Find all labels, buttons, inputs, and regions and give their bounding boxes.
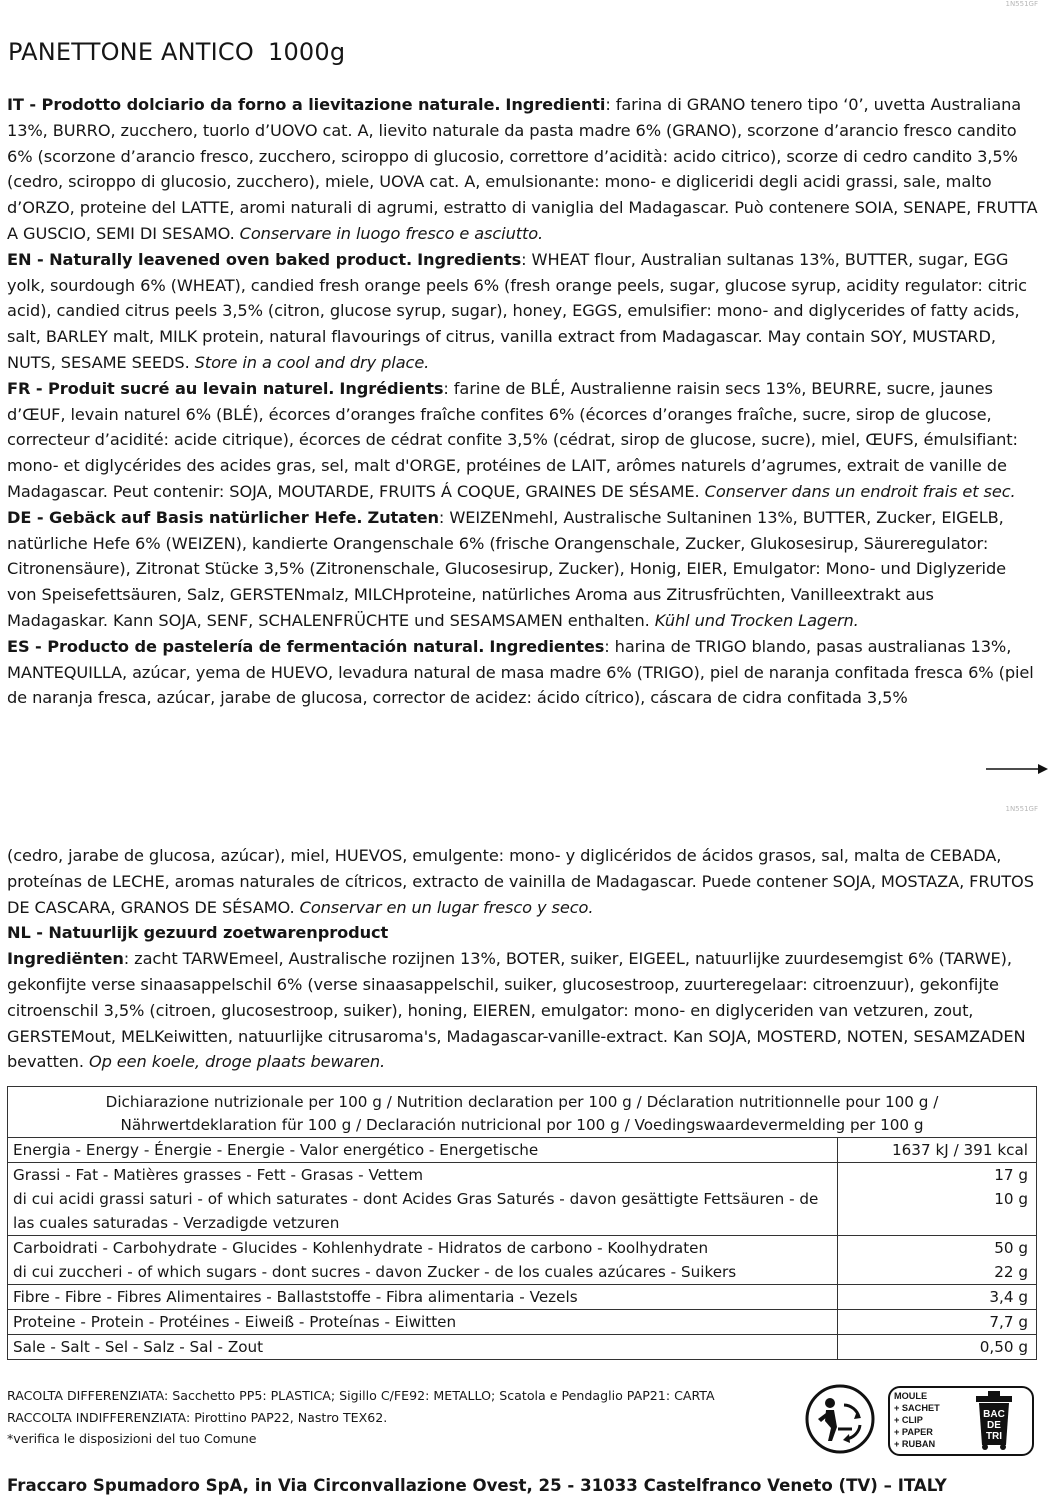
product-title [8,38,345,66]
fat-value: 17 g [994,1166,1028,1184]
sugars-value: 22 g [994,1263,1028,1281]
fibre-value: 3,4 g [989,1288,1028,1306]
label-it: Ingredienti [505,95,606,114]
body-fr: : farine de BLÉ, Australienne raisin secs 13%, BEURRE, sucre, jaunes d’ŒUF, levain naturel 6% (BLÉ), écorces d’oranges fraîche confites 6% (écorces d’oranges fraîche, sucre, sirop de glucose, correcteur d’acidité: acide citrique), écorces de cédrat confite 3,5% (cédrat, sirop de glucose, sucre), miel, ŒUFS, émulsifiant: mono- et diglycérides des acides gras, sel, malt d'ORGE, protéines de LAIT, arômes naturels d’agrumes, extrait de vanille de Madagascar. Peut contenir: SOJA, MOUTARDE, FRUITS Á COQUE, GRAINES DE SÉSAME. [7,378,1018,501]
salt-label: Sale - Salt - Sel - Salz - Sal - Zout [8,1335,838,1359]
manufacturer-address: Fraccaro Spumadoro SpA, in Via Circonvallazione Ovest, 25 - 31033 Castelfranco Veneto (TV) – ITALY [7,1476,947,1495]
storage-es: Conservar en un lugar fresco y seco. [299,897,594,917]
saturates-value: 10 g [994,1190,1028,1208]
recycling-line-3: *verifica le disposizioni del tuo Comune [7,1431,257,1446]
body-es: : harina de TRIGO blando, pasas australianas 13%, MANTEQUILLA, azúcar, yema de HUEVO, levadura natural de masa madre 6% (TRIGO), piel de naranja confitada fresca 6% (piel de naranja fresca, azúcar, jarabe de glucosa, corrector de acidez: ácido cítrico), cáscara de cidra confitada 3,5% [7,636,1034,708]
carbs-labels [8,1236,838,1284]
storage-de: Kühl und Trocken Lagern. [654,610,859,630]
storage-it: Conservare in luogo fresco e asciutto. [239,223,544,243]
ingredients-es-continued [7,843,1039,920]
body-nl: : zacht TARWEmeel, Australische rozijnen 13%, BOTER, suiker, EIGEEL, natuurlijke zuurdesemgist 6% (TARWE), gekonfijte verse sinaasappelschil 6% (verse sinaasappelschil, suiker, glucosestroop, zuurteregelaar: citroenzuur), gekonfijte citroenschil 3,5% (citroen, glucosestroop, suiker), honing, EIEREN, emulgator: mono- en diglyceriden van vetzuren, zout, GERSTEMout, MELKeiwitten, natuurlijke citrusaroma's, Madagascar-vanille-extract. Kan SOJA, MOSTERD, NOTEN, SESAMZADEN bevatten. [7,949,1026,1072]
storage-fr: Conserver dans un endroit frais et sec. [704,481,1016,501]
salt-value: 0,50 g [979,1338,1028,1356]
sorting-info-logo [888,1386,1034,1456]
ingredients-block-2 [7,843,1039,1075]
nutrition-header-line-1: Dichiarazione nutrizionale per 100 g / Nutrition declaration per 100 g / Déclaration nutritionnelle pour 100 g / [105,1093,939,1111]
fat-label: Grassi - Fat - Matières grasses - Fett - Grasas - Vettem [13,1166,424,1184]
ingredients-it [7,92,1039,247]
label-fr: Ingrédients [339,378,444,398]
nutrition-row-salt [8,1335,1036,1359]
product-name: PANETTONE ANTICO [8,38,254,66]
ingredients-nl [7,946,1039,1075]
ingredients-es [7,634,1039,711]
lang-prefix-it: IT - Prodotto dolciario da forno a lievitazione naturale. [7,95,501,114]
sorting-item: + PAPER [894,1427,933,1437]
ingredients-block-1 [7,92,1039,711]
lang-prefix-de: DE - Gebäck auf Basis natürlicher Hefe. [7,507,363,527]
body-de: : WEIZENmehl, Australische Sultaninen 13%, BUTTER, Zucker, EIGELB, natürliche Hefe 6% (WEIZEN), kandierte Orangenschale 6% (frische Orangenschale, Zucker, Glukosesirup, Säureregulator: Citronensäure), Zitronat Stücke 3,5% (Zitronenschale, Glucosesirup, Zucker), Honig, EIER, Emulgator: Mono- und Diglyzeride von Speisefettsäuren, Salz, GERSTENmalz, MILCHproteine, natürliches Aroma aus Zitrusfrüchten, Vanilleextrakt aus Madagaskar. Kann SOJA, SENF, SCHALENFRÜCHTE und SESAMSAMEN enthalten. [7,507,1006,630]
bin-label-line: BAC [983,1409,1005,1420]
nutrition-header-line-2: Nährwertdeklaration für 100 g / Declaración nutricional por 100 g / Voedingswaardevermelding per 100 g [120,1115,924,1134]
recycling-info [7,1385,715,1450]
energy-label: Energia - Energy - Énergie - Energie - Valor energético - Energetische [8,1138,838,1162]
protein-value: 7,7 g [989,1313,1028,1331]
body-it: : farina di GRANO tenero tipo ‘0’, uvetta Australiana 13%, BURRO, zucchero, tuorlo d’UOVO cat. A, lievito naturale da pasta madre 6% (GRANO), scorzone d’arancio fresco candito 6% (scorzone d’arancio fresco, zucchero, sciroppo di glucosio, correttore d’acidità: acido citrico), scorze di cedro candito 3,5% (cedro, sciroppo di glucosio, zucchero), miele, UOVA cat. A, emulsionante: mono- e digliceridi degli acidi grassi, sale, malto d’ORZO, proteine del LATTE, aromi naturali di agrumi, estratto di vaniglia del Madagascar. Può contenere SOIA, SENAPE, FRUTTA A GUSCIO, SEMI DI SESAMO. [7,95,1038,243]
sugars-label: di cui zuccheri - of which sugars - dont sucres - davon Zucker - de los cuales azúcares - Suikers [13,1263,737,1281]
lot-code-middle: 1N551GF [1005,805,1038,813]
lang-prefix-nl: NL - Natuurlijk gezuurd zoetwarenproduct [7,923,389,943]
storage-en: Store in a cool and dry place. [194,352,430,372]
fat-values [838,1163,1036,1235]
product-weight: 1000g [267,38,346,66]
sorting-item: + SACHET [894,1403,940,1413]
recycling-line-2: RACCOLTA INDIFFERENZIATA: Pirottino PAP22, Nastro TEX62. [7,1409,388,1425]
continue-arrow-icon [986,760,1050,778]
label-de: Zutaten [367,507,439,527]
nutrition-row-protein [8,1310,1036,1335]
lang-prefix-en: EN - Naturally leavened oven baked product. [7,249,413,269]
storage-nl: Op een koele, droge plaats bewaren. [88,1052,386,1072]
carbs-label: Carboidrati - Carbohydrate - Glucides - Kohlenhydrate - Hidratos de carbono - Koolhydraten [13,1239,709,1257]
lot-code-top: 1N551GF [1005,0,1038,8]
ingredients-fr [7,376,1039,505]
fibre-label: Fibre - Fibre - Fibres Alimentaires - Ballaststoffe - Fibra alimentaria - Vezels [8,1285,838,1309]
body-en: : WHEAT flour, Australian sultanas 13%, BUTTER, sugar, EGG yolk, sourdough 6% (WHEAT), candied fresh orange peels 6% (fresh orange peels, sugar, glucose syrup, acidity regulator: citric acid), candied citrus peels 3,5% (citron, glucose syrup, sugar), honey, EGGS, emulsifier: mono- and diglycerides of fatty acids, salt, BARLEY malt, MILK protein, natural flavourings of citrus, vanilla extract from Madagascar. May contain SOY, MUSTARD, NUTS, SESAME SEEDS. [7,249,1027,372]
saturates-label: di cui acidi grassi saturi - of which saturates - dont Acides Gras Saturés - davon gesättigte Fettsäuren - de las cuales saturadas - Verzadigde vetzuren [13,1190,819,1232]
bin-label-line: DE [987,1420,1001,1431]
protein-label: Proteine - Protein - Protéines - Eiweiß - Proteínas - Eiwitten [8,1310,838,1334]
sorting-item: + RUBAN [894,1439,936,1449]
nutrition-row-fat [8,1163,1036,1236]
recycling-line-1: RACOLTA DIFFERENZIATA: Sacchetto PP5: PLASTICA; Sigillo C/FE92: METALLO; Scatola e Pendaglio PAP21: CARTA [7,1388,715,1403]
bin-label-line: TRI [985,1431,1003,1442]
energy-value: 1637 kJ / 391 kcal [891,1141,1028,1159]
ingredients-de [7,505,1039,634]
nutrition-row-carbs [8,1236,1036,1285]
nutrition-header [8,1087,1036,1138]
nutrition-table [7,1086,1037,1360]
body-es-continued: (cedro, jarabe de glucosa, azúcar), miel, HUEVOS, emulgente: mono- y diglicéridos de ácidos grasos, sal, malta de CEBADA, proteínas de LECHE, aromas naturales de cítricos, extracto de vainilla de Madagascar. Puede contener SOJA, MOSTAZA, FRUTOS DE CASCARA, GRANOS DE SÉSAMO. [7,846,1034,917]
carbs-values [838,1236,1036,1284]
sorting-items [894,1390,940,1450]
recycling-bin-icon [972,1389,1016,1451]
carbs-value: 50 g [994,1239,1028,1257]
lang-prefix-es: ES - Producto de pastelería de fermentación natural. [7,636,485,656]
sorting-item: + CLIP [894,1415,923,1425]
nutrition-row-energy [8,1138,1036,1163]
ingredients-nl-title [7,920,1039,946]
label-es: Ingredientes [489,636,605,656]
lang-prefix-fr: FR - Produit sucré au levain naturel. [7,378,335,398]
fat-labels [8,1163,838,1235]
sorting-item: MOULE [894,1391,928,1401]
label-nl: Ingrediënten [7,949,124,969]
ingredients-en [7,247,1039,376]
label-en: Ingredients [417,249,522,269]
triman-logo-icon [804,1383,876,1455]
nutrition-row-fibre [8,1285,1036,1310]
